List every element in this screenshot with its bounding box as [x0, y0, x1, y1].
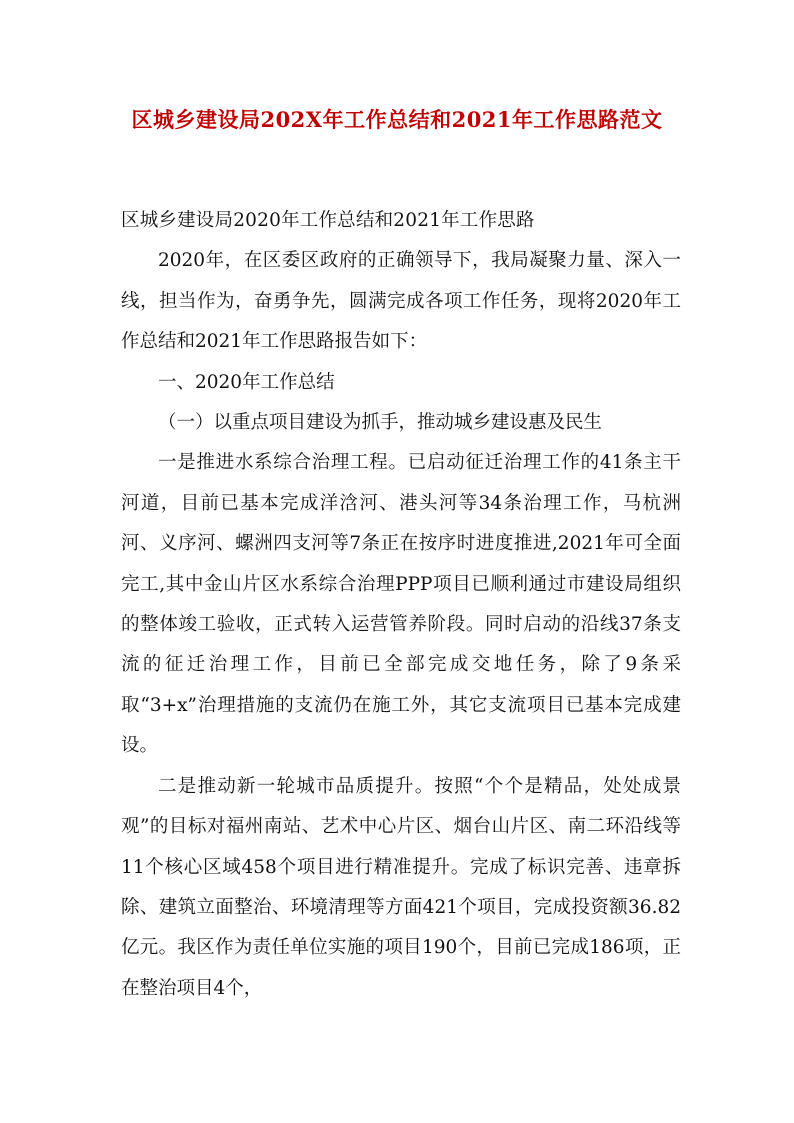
document-title: 区城乡建设局202X年工作总结和2021年工作思路范文 — [131, 107, 663, 132]
paragraph-intro: 2020年，在区委区政府的正确领导下，我局凝聚力量、深入一线，担当作为，奋勇争先，圆满完成各项工作任务，现将2020年工作总结和2021年工作思路报告如下： — [121, 250, 681, 353]
paragraph-city-quality: 二是推动新一轮城市品质提升。按照“个个是精品，处处成景观”的目标对福州南站、艺术中心片区、烟台山片区、南二环沿线等11个核心区域458个项目进行精准提升。完成了标识完善、违章拆除、建筑立面整治、环境清理等方面421个项目，完成投资额36.82亿元。我区作为责任单位实施的项目190个，目前已完成186项，正在整治项目4个， — [121, 775, 681, 999]
document-subtitle: 区城乡建设局2020年工作总结和2021年工作思路 — [121, 210, 535, 231]
paragraph-water-system: 一是推进水系综合治理工程。已启动征迁治理工作的41条主干河道，目前已基本完成洋浛河、港头河等34条治理工作，马杭洲河、义序河、螺洲四支河等7条正在按序时进度推进,2021年可全面完工,其中金山片区水系综合治理PPP项目已顺利通过市建设局组织的整体竣工验收，正式转入运营管养阶段。同时启动的沿线37条支流的征迁治理工作，目前已全部完成交地任务，除了9条采取“3+x”治理措施的支流仍在施工外，其它支流项目已基本完成建设。 — [121, 452, 681, 757]
section-heading: 一、2020年工作总结 — [158, 371, 335, 393]
subsection-heading: （一）以重点项目建设为抓手，推动城乡建设惠及民生 — [158, 412, 603, 434]
document-body — [121, 201, 681, 1009]
